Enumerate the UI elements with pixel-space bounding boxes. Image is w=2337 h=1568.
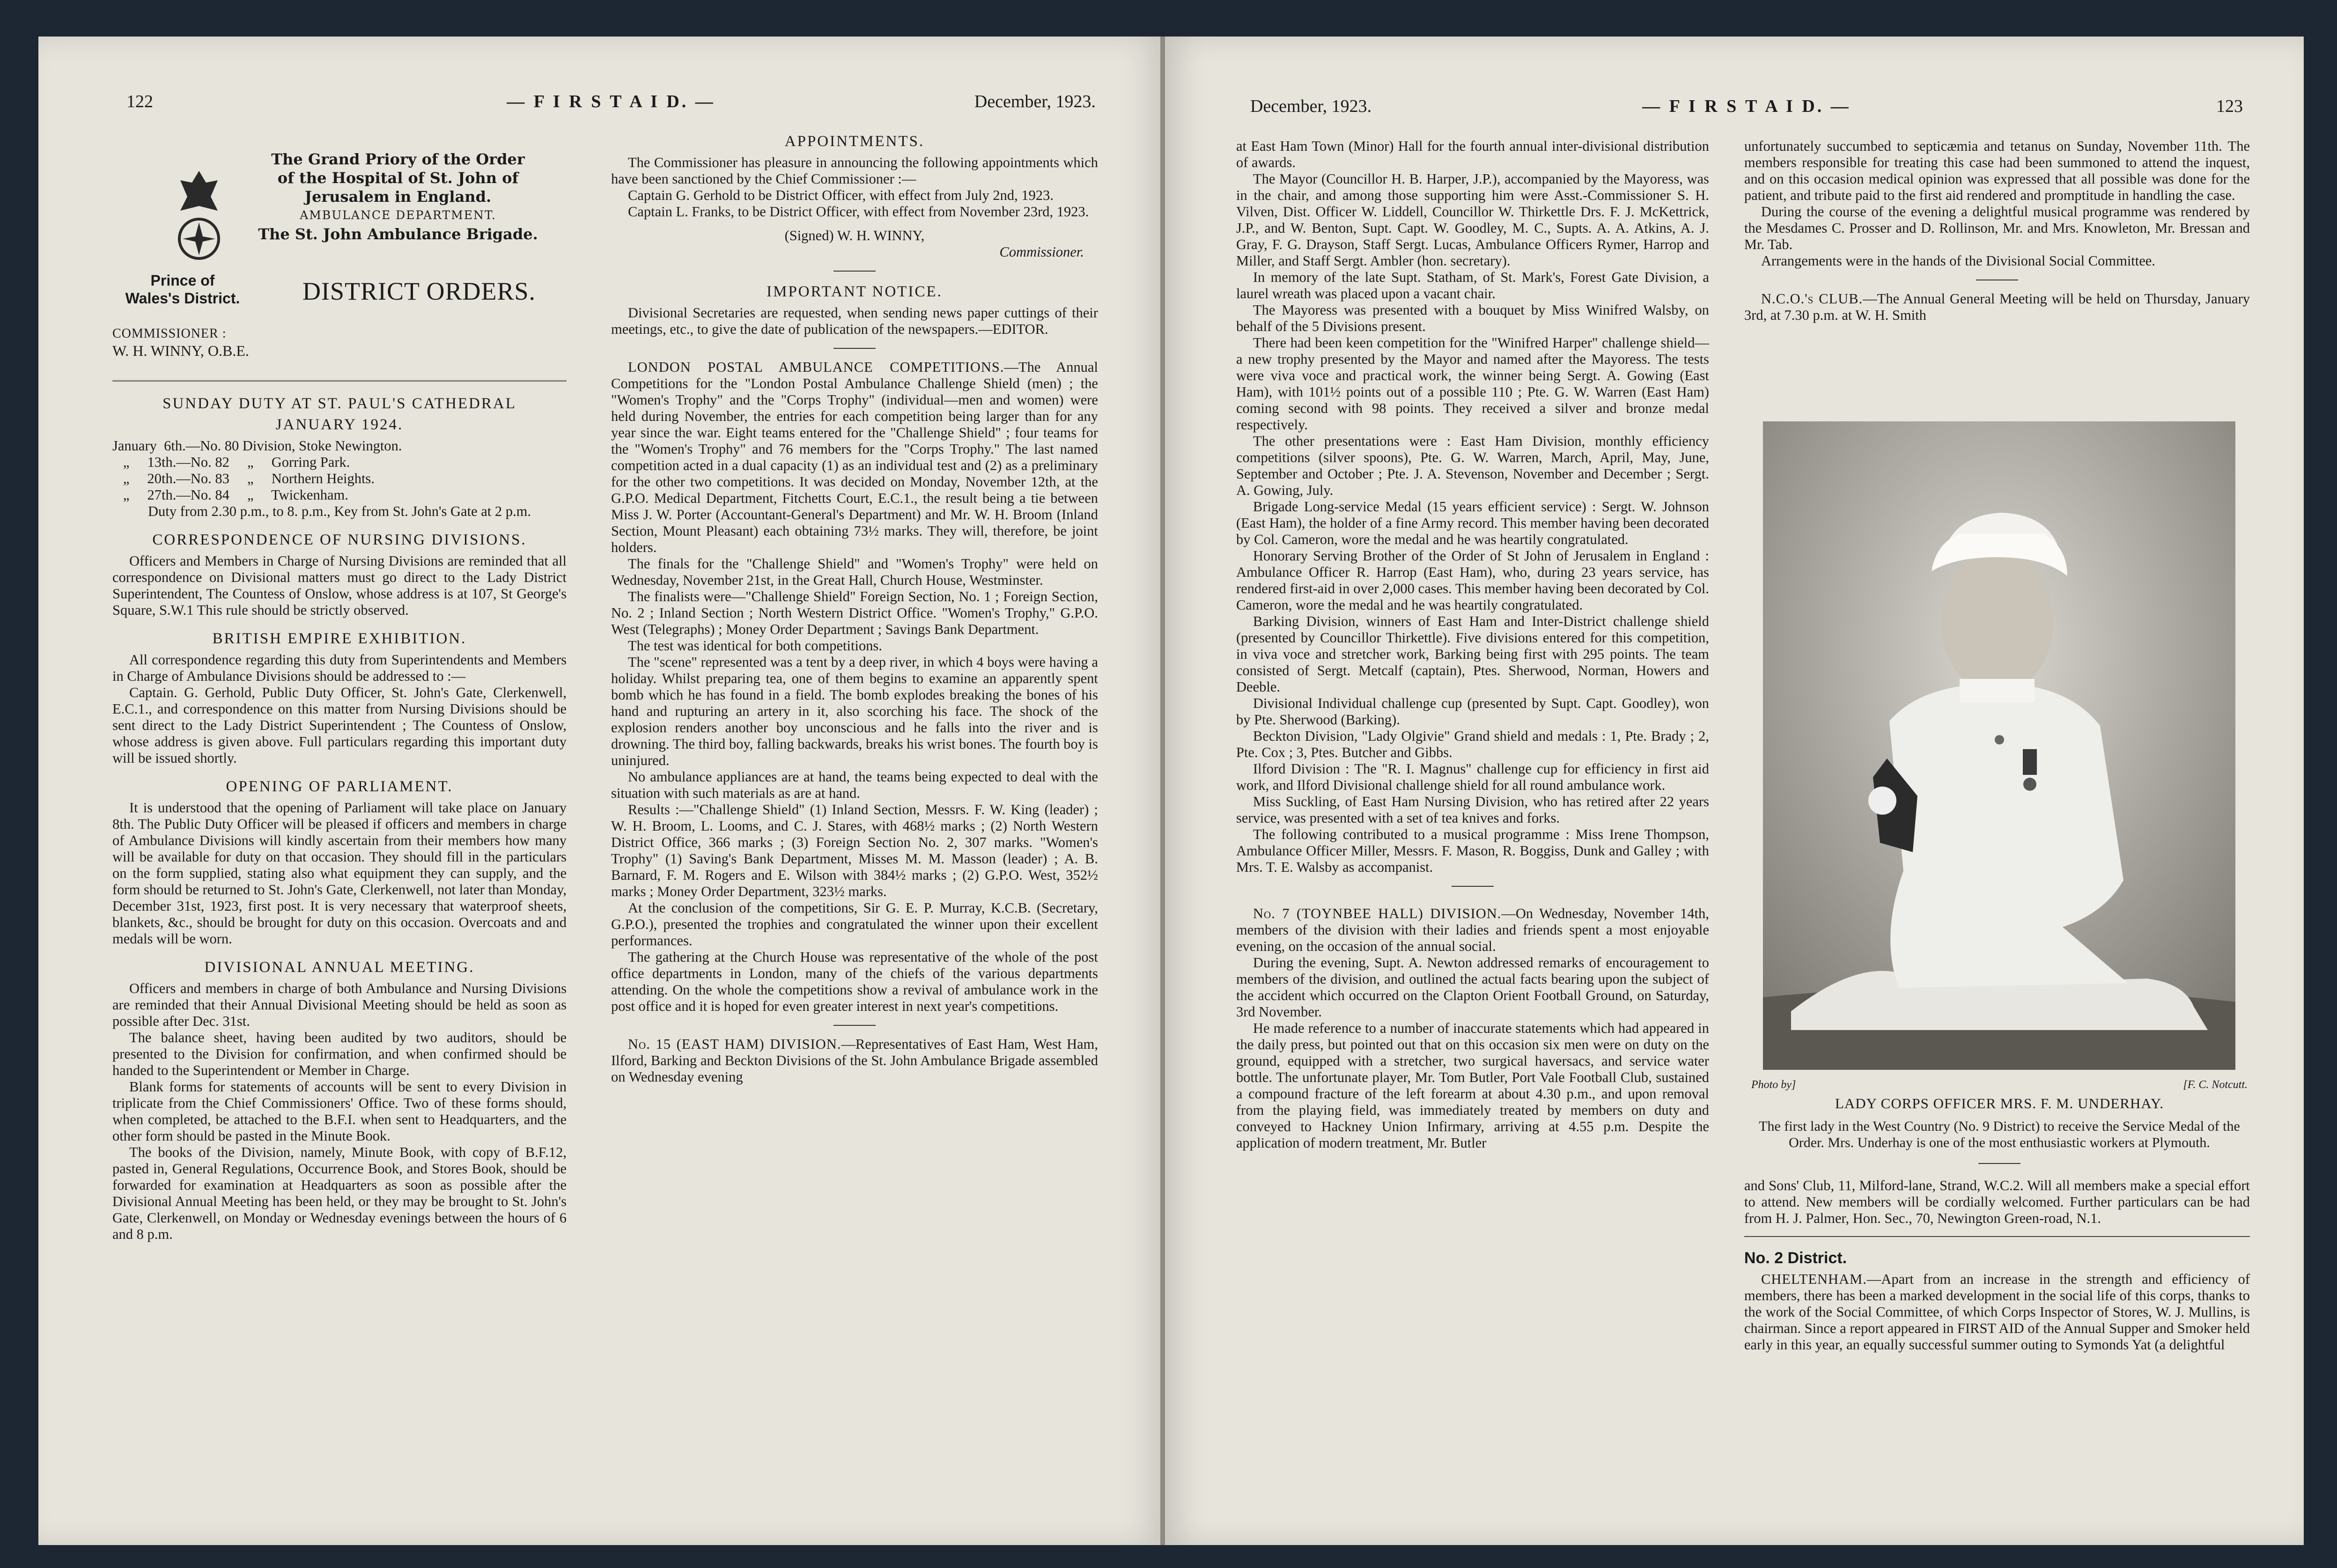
order-name-line1: The Grand Priory of the Order bbox=[271, 150, 525, 168]
section-divider bbox=[833, 271, 876, 272]
right-page-header bbox=[1250, 96, 2243, 124]
postal-lead: LONDON POSTAL AMBULANCE COMPETITIONS. bbox=[628, 359, 1004, 375]
cheltenham-text: —Apart from an increase in the strength and efficiency of members, there has been a marked development in the social life of this corps, thanks to the work of the Social Committee, of which Corps Inspector of Stores, W. J. Mullins, is chairman. Since a report appeared in FIRST AID of the Annual Supper and Smoker held early in this year, an equally successful summer outing to Symonds Yat (a delightful bbox=[1744, 1271, 2250, 1353]
meeting-text-4: The books of the Division, namely, Minute Book, with copy of B.F.12, pasted in, General Regulations, Occurrence Book, and Stores Book, should be forwarded for examination at Headquarters as soon as possible after the Divisional Annual Meeting has been held, or they may be brought to St. John's Gate, Clerkenwell, on Monday or Wednesday evenings between the hours of 6 and 8 p.m. bbox=[112, 1144, 567, 1242]
meeting-title: DIVISIONAL ANNUAL MEETING. bbox=[204, 959, 475, 976]
east-ham-continued: at East Ham Town (Minor) Hall for the fourth annual inter-divisional distribution of awards. bbox=[1236, 138, 1709, 170]
east-ham-text-12: Ilford Division : The "R. I. Magnus" challenge cup for efficiency in first aid work, and Ilford Divisional challenge shield for all round ambulance work. bbox=[1236, 761, 1709, 793]
nco-club-lead: N.C.O.'s CLUB. bbox=[1761, 291, 1863, 307]
postal-text-7: Results :—"Challenge Shield" (1) Inland Section, Messrs. F. W. King (leader) ; W. H. Broom, L. Looms, and C. J. Stares, with 468½ marks ; (2) North Western District Office, 366 marks ; (3) Foreign Section No. 2, 307 marks. "Women's Trophy" (1) Saving's Bank Department, Misses M. M. Masson (leader) ; A. B. Barnard, F. M. Rogers and E. Wilson with 384½ marks ; (2) G.P.O. West, 352½ marks ; Money Order Department, 323½ marks. bbox=[611, 802, 1098, 899]
correspondence-text: Officers and Members in Charge of Nursing Divisions are reminded that all correspondence on Divisional matters must go direct to the Lady District Superintendent, The Countess of Onslow, whose address is at 107, St George's Square, S.W.1 This rule should be strictly observed. bbox=[112, 553, 567, 618]
toynbee-continued: unfortunately succumbed to septicæmia and tetanus on Sunday, November 11th. The members responsible for treating this case had been summoned to attend the inquest, and on this occasion medical opinion was expressed that all possible was done for the patient, and tribute paid to the first aid rendered and promptitude in handling the case. bbox=[1744, 138, 2250, 203]
appointments-text-2: Captain G. Gerhold to be District Officer, with effect from July 2nd, 1923. bbox=[628, 187, 1054, 203]
district-rule bbox=[1744, 1236, 2250, 1237]
postal-text-5: The "scene" represented was a tent by a deep river, in which 4 boys were having a holiday. Whilst preparing tea, one of them begins to examine an apparently spent bomb which he has found in a field. The bomb explodes breaking the bones of his hand and rupturing an artery in it, also scorching his face. The shock of the explosion renders another boy unconscious and he falls into the river and is drowning. The third boy, falling backwards, breaks his wrist bones. The fourth boy is uninjured. bbox=[611, 654, 1098, 768]
meeting-text-2: The balance sheet, having been audited by two auditors, should be presented to the Division for confirmation, and when confirmed should be handed to the Superintendent or Member in Charge. bbox=[112, 1030, 567, 1078]
east-ham-text-8: Honorary Serving Brother of the Order of St John of Jerusalem in England : Ambulance Officer R. Harrop (East Ham), who, during 23 years service, has rendered first-aid in over 2,000 cases. This member having been decorated by Col. Cameron, wore the medal and he was heartily congratulated. bbox=[1236, 548, 1709, 613]
photo-title: LADY CORPS OFFICER MRS. F. M. UNDERHAY. bbox=[1835, 1095, 2164, 1112]
notice-title: IMPORTANT NOTICE. bbox=[767, 283, 943, 300]
running-title: — F I R S T A I D. — bbox=[1642, 96, 1851, 116]
east-ham-text-11: Beckton Division, "Lady Olgivie" Grand shield and medals : 1, Pte. Brady ; 2, Pte. Cox ; 3, Ptes. Butcher and Gibbs. bbox=[1236, 728, 1709, 760]
duty-roster bbox=[112, 438, 567, 503]
toynbee-lead: No. 7 (TOYNBEE HALL) DIVISION. bbox=[1253, 905, 1502, 921]
east-ham-text-13: Miss Suckling, of East Ham Nursing Division, who has retired after 22 years service, was presented with a set of tea knives and forks. bbox=[1236, 794, 1709, 826]
right-column-2-bottom bbox=[1744, 1178, 2250, 1353]
toynbee-text-2: During the evening, Supt. A. Newton addressed remarks of encouragement to members of the division, and outlined the actual facts bearing upon the subject of the accident which occurred on the Clapton Orient Football Ground, on Saturday, 3rd November. bbox=[1236, 955, 1709, 1020]
appointments-text-1: The Commissioner has pleasure in announcing the following appointments which have been sanctioned by the Chief Commissioner :— bbox=[611, 155, 1098, 187]
east-ham-text-14: The following contributed to a musical programme : Miss Irene Thompson, Ambulance Officer Miller, Messrs. F. Mason, R. Boggiss, Dunk and Galley ; with Mrs. T. E. Walsby as accompanist. bbox=[1236, 826, 1709, 875]
parliament-text: It is understood that the opening of Parliament will take place on January 8th. The Public Duty Officer will be pleased if officers and members in charge of Ambulance Divisions will kindly ascertain from their members how many will be available for duty on that occasion. They should fill in the particulars on the form supplied, stating also what equipment they can supply, and the form should be returned to St. John's Gate, Clerkenwell, not later than Monday, December 31st, 1923, first post. It is very necessary that waterproof sheets, blankets, &c., should be brought for duty on this occasion. Overcoats and and medals will be worn. bbox=[112, 800, 567, 947]
east-ham-text-4: The Mayoress was presented with a bouquet by Miss Winifred Walsby, on behalf of the 5 Divisions present. bbox=[1236, 302, 1709, 334]
left-column-2 bbox=[611, 133, 1098, 1085]
postal-text-4: The test was identical for both competitions. bbox=[628, 638, 882, 654]
department-name: AMBULANCE DEPARTMENT. bbox=[300, 208, 496, 222]
section-divider bbox=[1452, 886, 1494, 887]
commissioner-name: W. H. WINNY, O.B.E. bbox=[112, 342, 249, 359]
order-crest-icon bbox=[173, 169, 225, 262]
correspondence-title: CORRESPONDENCE OF NURSING DIVISIONS. bbox=[152, 531, 527, 548]
right-column-1 bbox=[1236, 138, 1709, 1151]
appointments-text-3: Captain L. Franks, to be District Officer, with effect from November 23rd, 1923. bbox=[628, 204, 1089, 220]
masthead bbox=[112, 150, 567, 370]
east-ham-text-5: There had been keen competition for the "Winifred Harper" challenge shield—a new trophy presented by the Mayor and named after the Mayoress. The tests were viva voce and practical work, the winner being Sergt. A. Gowing (East Ham), with 101½ points out of a possible 110 ; Pte. G. W. Warren (East Ham) coming second with 98 points. They received a silver and bronze medal respectively. bbox=[1236, 335, 1709, 433]
toynbee-text-4: During the course of the evening a delightful musical programme was rendered by the Mesdames C. Prosser and D. Rollinson, Mr. and Mrs. Knowleton, Mr. Bressan and Mr. Tab. bbox=[1744, 204, 2250, 252]
photo-caption-block bbox=[1732, 1077, 2266, 1173]
toynbee-text-5: Arrangements were in the hands of the Divisional Social Committee. bbox=[1761, 253, 2155, 269]
nco-club-continued: and Sons' Club, 11, Milford-lane, Strand, W.C.2. Will all members make a special effort to attend. New members will be cordially welcomed. Further particulars can be had from H. J. Palmer, Hon. Sec., 70, Newington Green-road, N.1. bbox=[1744, 1178, 2250, 1226]
exhibition-title: BRITISH EMPIRE EXHIBITION. bbox=[212, 630, 467, 647]
east-ham-text-9: Barking Division, winners of East Ham and Inter-District challenge shield (presented by Councillor Thirkettle). Five divisions entered for this competition, in viva voce and stretcher work, Barking being first with 295 points. The team consisted of Sergt. Metcalf (captain), Ptes. Sherwood, Norman, Howers and Deeble. bbox=[1236, 613, 1709, 695]
postal-text-6: No ambulance appliances are at hand, the teams being expected to deal with the situation with such materials as are at hand. bbox=[611, 769, 1098, 801]
photo-caption: The first lady in the West Country (No. 9 District) to receive the Service Medal of the Order. Mrs. Underhay is one of the most enthusiastic workers at Plymouth. bbox=[1759, 1119, 2240, 1150]
section-divider bbox=[1978, 1163, 2020, 1164]
brigade-name: The St. John Ambulance Brigade. bbox=[258, 225, 538, 243]
postal-text-9: The gathering at the Church House was representative of the whole of the post office departments in London, many of the chiefs of the various departments attending. On the whole the competitions show a revival of ambulance work in the post office and it is hoped for even greater interest in next year's competitions. bbox=[611, 949, 1098, 1014]
signature-block bbox=[611, 228, 1098, 260]
right-column-2-top bbox=[1744, 138, 2250, 324]
photo-credit-left: Photo by] bbox=[1751, 1079, 1796, 1091]
section-divider bbox=[833, 348, 876, 349]
east-ham-text-6: The other presentations were : East Ham Division, monthly efficiency competitions (silver spoons), Pte. G. W. Warren, March, April, May, June, September and October ; Pte. J. A. Stevenson, November and December ; Sergt. A. Gowing, July. bbox=[1236, 433, 1709, 498]
issue-date: December, 1923. bbox=[974, 92, 1096, 111]
exhibition-text-1: All correspondence regarding this duty from Superintendents and Members in Charge of Ambulance Divisions should be addressed to :— bbox=[112, 652, 567, 684]
photo-credit-right: [F. C. Notcutt. bbox=[2183, 1079, 2248, 1091]
left-column-1 bbox=[112, 150, 567, 1243]
postal-text-8: At the conclusion of the competitions, Sir G. E. P. Murray, K.C.B. (Secretary, G.P.O.), presented the trophies and congratulated the winner upon their excellent performances. bbox=[611, 900, 1098, 949]
duty-title: SUNDAY DUTY AT ST. PAUL'S CATHEDRAL bbox=[162, 395, 516, 412]
duty-row: January 6th.—No. 80 Division, Stoke Newington. bbox=[112, 438, 402, 454]
issue-date: December, 1923. bbox=[1250, 96, 1372, 116]
commissioner-label: COMMISSIONER : bbox=[112, 326, 227, 341]
duty-subtitle: JANUARY 1924. bbox=[275, 416, 404, 433]
postal-text-1: —The Annual Competitions for the "London Postal Ambulance Challenge Shield (men) ; the "Women's Trophy" and the "Corps Trophy" (individual—men and women) were held during November, the entries for each competition being larger than for any year since the war. Eight teams entered for the "Challenge Shield" ; four teams for the "Women's Trophy" and 76 members for the "Corps Trophy." The last named competition acted in a dual capacity (1) as an individual test and (2) as a preliminary for the other two competitions. It was decided on Monday, November 12th, at the G.P.O. Medical Department, Fitchetts Court, E.C.1., the result being a tie between Miss J. W. Porter (Accountant-General's Department) and Mr. W. H. Broom (Inland Section, Mount Pleasant) each obtaining 73½ marks. They will, therefore, be joint holders. bbox=[611, 359, 1098, 555]
district-name: Prince of Wales's District. bbox=[125, 272, 240, 307]
east-ham-text-2: The Mayor (Councillor H. B. Harper, J.P.), accompanied by the Mayoress, was in the chair, and among those supporting him were Asst.-Commissioner S. H. Vilven, Dist. Officer W. Liddell, Councillor W. Thirkettle Drs. F. J. McKettrick, J.P., and W. Benton, Supt. Capt. W. Goodley, M. C., Supts. A. A. Atkins, A. J. Gray, F. G. Drayson, Staff Sergt. Lucas, Ambulance Officers Rymer, Harrop and Miller, and Staff Sergt. Ambler (hon. secretary). bbox=[1236, 171, 1709, 269]
exhibition-text-2: Captain. G. Gerhold, Public Duty Officer, St. John's Gate, Clerkenwell, E.C.1., and correspondence on this matter from Nursing Divisions should be sent direct to the Lady District Superintendent ; The Countess of Onslow, whose address is given above. Full particulars regarding this important duty will be issued shortly. bbox=[112, 685, 567, 766]
duty-row: „ 20th.—No. 83 „ Northern Heights. bbox=[112, 471, 375, 486]
running-title: — F I R S T A I D. — bbox=[507, 92, 715, 111]
order-name-line2: of the Hospital of St. John of bbox=[277, 169, 519, 187]
east-ham-lead: No. 15 (EAST HAM) DIVISION. bbox=[628, 1036, 841, 1052]
parliament-title: OPENING OF PARLIAMENT. bbox=[226, 778, 453, 795]
district-heading: No. 2 District. bbox=[1744, 1249, 1847, 1267]
east-ham-text-3: In memory of the late Supt. Statham, of St. Mark's, Forest Gate Division, a laurel wreath was placed upon a vacant chair. bbox=[1236, 269, 1709, 302]
left-page-header bbox=[126, 91, 1096, 119]
portrait-photo bbox=[1763, 421, 2235, 1070]
toynbee-text-1: —On Wednesday, November 14th, members of the division with their ladies and friends spent a most enjoyable evening, on the occasion of the annual social. bbox=[1236, 905, 1709, 954]
postal-text-3: The finalists were—"Challenge Shield" Foreign Section, No. 1 ; Foreign Section, No. 2 ; Inland Section ; North Western District Office. "Women's Trophy," G.P.O. West (Telegraphs) ; Money Order Department ; Savings Bank Department. bbox=[611, 589, 1098, 637]
signed-role: Commissioner. bbox=[999, 244, 1084, 260]
toynbee-text-3: He made reference to a number of inaccurate statements which had appeared in the daily press, but pointed out that on this occasion six men were on duty on the ground, equipped with a stretcher, two surgical haversacs, and service water bottle. The unfortunate player, Mr. Tom Butler, Port Vale Football Club, sustained a compound fracture of the left forearm at about 4.30 p.m., and upon removal from the playing field, was immediately treated by members on duty and conveyed to Hackney Union Infirmary, arriving at 4.55 p.m. Despite the application of modern treatment, Mr. Butler bbox=[1236, 1020, 1709, 1151]
east-ham-text: —Representatives of East Ham, West Ham, Ilford, Barking and Beckton Divisions of the St. John Ambulance Brigade assembled on Wednesday evening bbox=[611, 1036, 1098, 1085]
page-number: 122 bbox=[126, 92, 153, 111]
meeting-text-3: Blank forms for statements of accounts will be sent to every Division in triplicate from the Chief Commissioners' Office. Two of these forms should, when completed, be attached to the B.F.I. when sent to Headquarters, and the other form should be pasted in the Minute Book. bbox=[112, 1079, 567, 1144]
section-divider bbox=[833, 1025, 876, 1026]
east-ham-text-10: Divisional Individual challenge cup (presented by Supt. Capt. Goodley), won by Pte. Sherwood (Barking). bbox=[1236, 695, 1709, 728]
meeting-text-1: Officers and members in charge of both Ambulance and Nursing Divisions are reminded that their Annual Divisional Meeting should be held as soon as possible after Dec. 31st. bbox=[112, 980, 567, 1029]
postal-text-2: The finals for the "Challenge Shield" and "Women's Trophy" were held on Wednesday, November 21st, in the Great Hall, Church House, Westminster. bbox=[611, 556, 1098, 588]
page-number: 123 bbox=[2216, 96, 2243, 116]
order-name-line3: Jerusalem in England. bbox=[304, 188, 492, 206]
notice-text: Divisional Secretaries are requested, when sending news paper cuttings of their meetings, etc., to give the date of publication of the newspapers.—EDITOR. bbox=[611, 305, 1098, 337]
district-orders-title: DISTRICT ORDERS. bbox=[302, 277, 536, 305]
duty-row: „ 13th.—No. 82 „ Gorring Park. bbox=[112, 454, 350, 470]
cheltenham-lead: CHELTENHAM. bbox=[1761, 1271, 1867, 1287]
duty-row: „ 27th.—No. 84 „ Twickenham. bbox=[112, 487, 348, 503]
east-ham-text-7: Brigade Long-service Medal (15 years efficient service) : Sergt. W. Johnson (East Ham), the holder of a fine Army record. This member having been decorated by Col. Cameron, wore the medal and he was heartily congratulated. bbox=[1236, 499, 1709, 547]
duty-note: Duty from 2.30 p.m., to 8. p.m., Key from St. John's Gate at 2 p.m. bbox=[148, 503, 531, 519]
portrait-photo-image bbox=[1763, 421, 2235, 1070]
masthead-rule bbox=[112, 380, 567, 382]
appointments-title: APPOINTMENTS. bbox=[784, 133, 925, 150]
signed-line: (Signed) W. H. WINNY, bbox=[784, 228, 925, 243]
nco-club-text: —The Annual General Meeting will be held on Thursday, January 3rd, at 7.30 p.m. at W. H. Smith bbox=[1744, 291, 2250, 323]
